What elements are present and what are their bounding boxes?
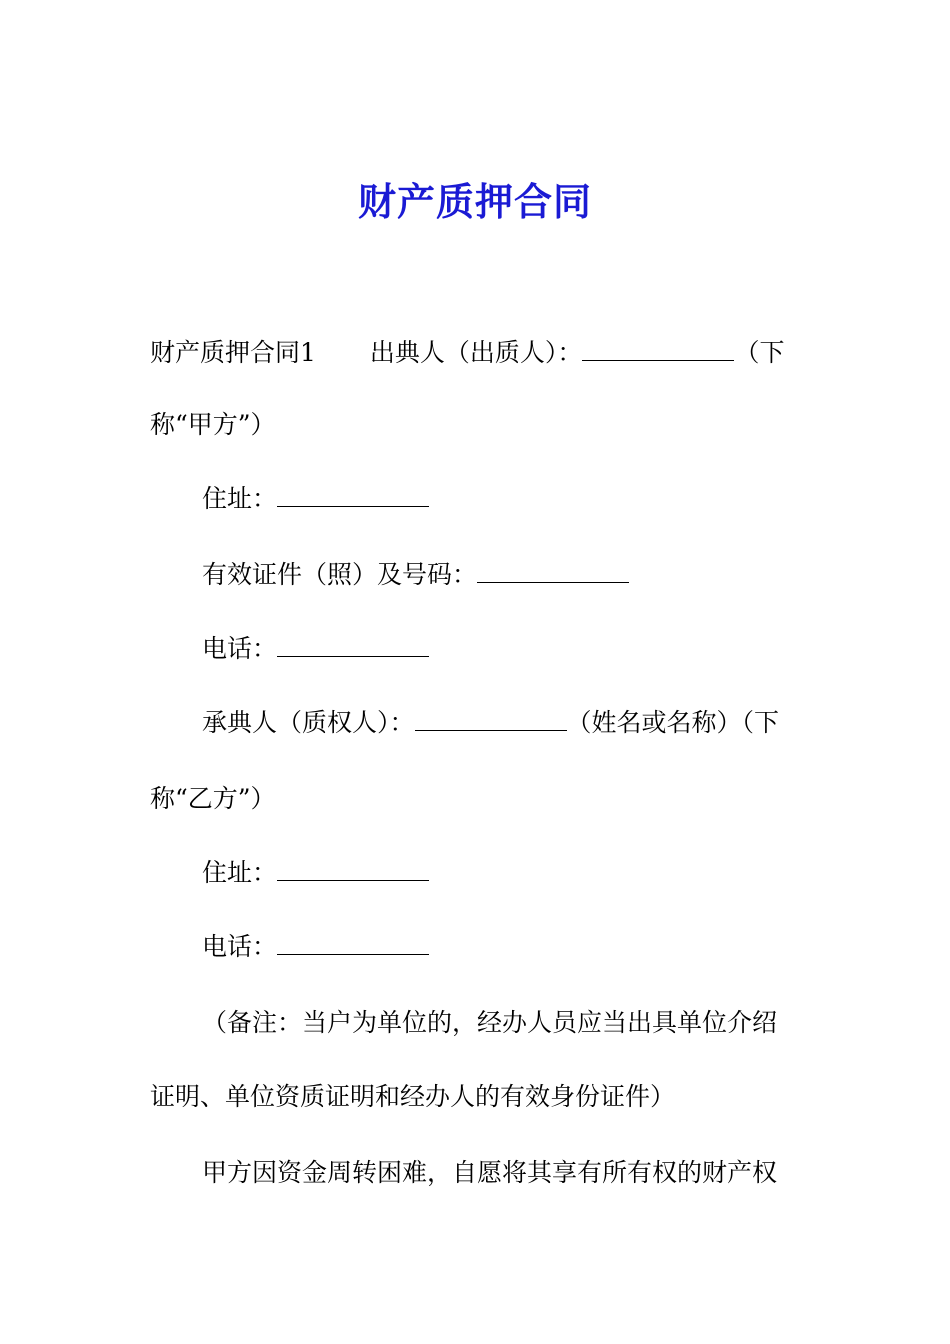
phone-label: 电话： bbox=[202, 932, 278, 961]
pledgee-label: 承典人（质权人）： bbox=[202, 708, 415, 737]
party-a-alias: 称“甲方”） bbox=[150, 410, 276, 439]
address-label: 住址： bbox=[202, 484, 278, 513]
party-b-alias: 称“乙方”） bbox=[150, 784, 276, 813]
document-title: 财产质押合同 bbox=[357, 179, 592, 224]
remark-line-2: 证明、单位资质证明和经办人的有效身份证件） bbox=[150, 1082, 676, 1111]
pledgor-id-blank bbox=[477, 560, 629, 583]
pledgor-name-blank bbox=[582, 338, 734, 361]
id-label: 有效证件（照）及号码： bbox=[202, 560, 478, 589]
contract-number-label: 财产质押合同1 bbox=[150, 338, 316, 367]
pledgee-line bbox=[202, 706, 779, 740]
pledgee-name-blank bbox=[415, 708, 567, 731]
pledgor-phone-line bbox=[202, 632, 429, 666]
pledgor-suffix: （下 bbox=[734, 338, 785, 367]
pledgee-address-blank bbox=[277, 858, 429, 881]
pledgor-phone-blank bbox=[277, 634, 429, 657]
pledgor-id-line bbox=[202, 558, 629, 592]
pledgor-address-blank bbox=[277, 484, 429, 507]
address-label: 住址： bbox=[202, 858, 278, 887]
pledgor-line bbox=[150, 336, 784, 370]
phone-label: 电话： bbox=[202, 634, 278, 663]
pledgee-suffix: （姓名或名称）（下 bbox=[566, 708, 780, 737]
pledgee-phone-line bbox=[202, 930, 429, 964]
body-paragraph-line: 甲方因资金周转困难，自愿将其享有所有权的财产权 bbox=[202, 1158, 778, 1187]
pledgee-phone-blank bbox=[277, 932, 429, 955]
pledgor-address-line bbox=[202, 482, 429, 516]
remark-line-1: （备注：当户为单位的，经办人员应当出具单位介绍 bbox=[202, 1008, 778, 1037]
pledgee-address-line bbox=[202, 856, 429, 890]
pledgor-label: 出典人（出质人）： bbox=[369, 338, 583, 367]
